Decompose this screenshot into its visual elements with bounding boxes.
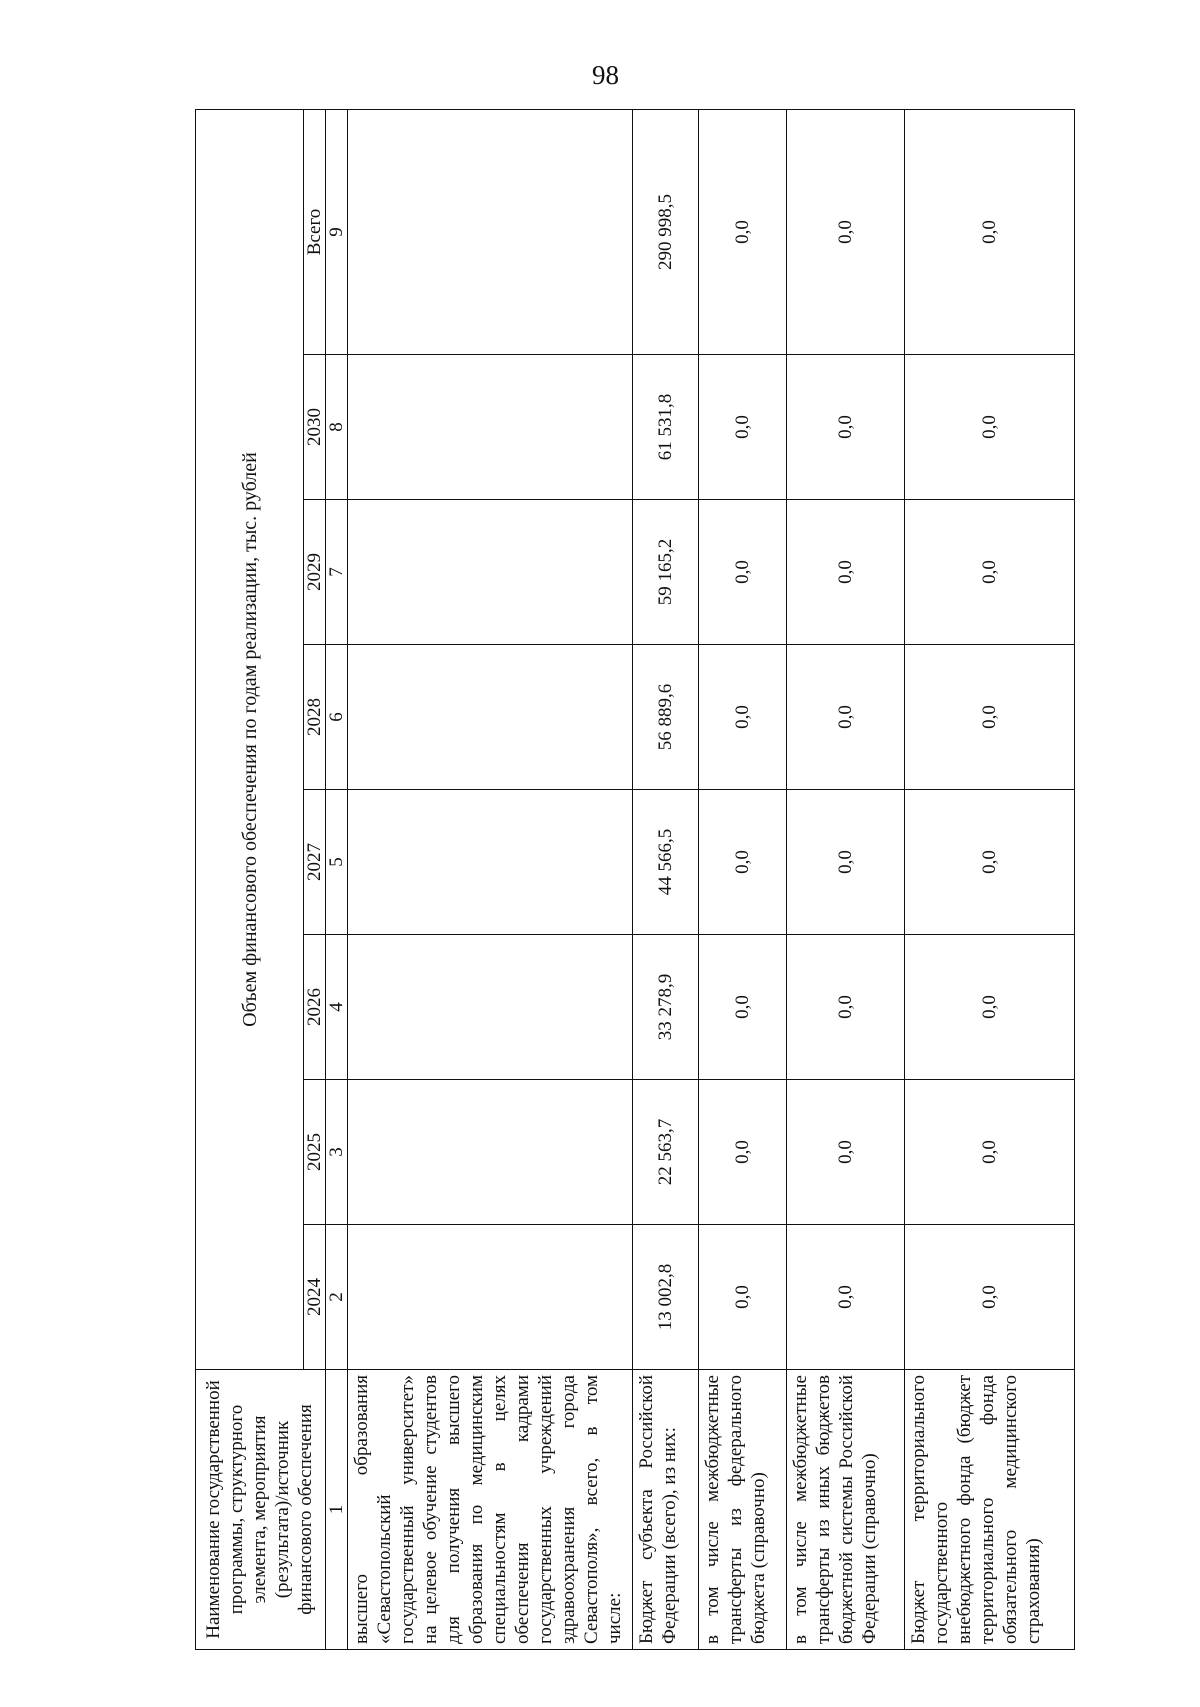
year-2027: 2027 [304,790,326,935]
row-value: 0,0 [787,645,905,790]
row-value: 13 002,8 [633,1225,699,1370]
table-row [348,109,633,1649]
column-number: 6 [326,645,348,790]
row-value [348,355,633,500]
row-value [348,109,633,354]
year-2025: 2025 [304,1080,326,1225]
row-value: 290 998,5 [633,109,699,354]
row-value: 0,0 [699,935,787,1080]
row-value: 0,0 [905,1080,1075,1225]
year-2029: 2029 [304,500,326,645]
row-value: 56 889,6 [633,645,699,790]
year-2024: 2024 [304,1225,326,1370]
row-value: 0,0 [787,790,905,935]
row-value: 0,0 [905,109,1075,354]
row-value: 0,0 [787,355,905,500]
row-value: 0,0 [699,790,787,935]
row-value: 0,0 [905,645,1075,790]
row-name: Бюджет субъекта Российской Федерации (всего), из них: [633,1370,699,1650]
row-value [348,1225,633,1370]
row-value [348,500,633,645]
row-value: 59 165,2 [633,500,699,645]
row-value [348,645,633,790]
financing-table-wrapper [195,110,1075,1650]
table-row [699,109,787,1649]
row-name: Бюджет территориального государственного внебюджетного фонда (бюджет территориального фонда обязательного медицинского страхования) [905,1370,1075,1650]
column-number: 9 [326,109,348,354]
row-value: 0,0 [905,500,1075,645]
column-number: 1 [326,1370,348,1650]
row-value [348,790,633,935]
column-number: 7 [326,500,348,645]
column-numbers-row [326,109,348,1649]
column-number: 4 [326,935,348,1080]
row-value: 0,0 [787,109,905,354]
column-number: 2 [326,1225,348,1370]
row-value: 0,0 [699,1225,787,1370]
row-name: высшего образования «Севастопольский государственный университет» на целевое обучение студентов для получения высшего образования по медицинским специальностям в целях обеспечения кадрами государственных учреждений здравоохранения города Севастополя», всего, в том числе: [348,1370,633,1650]
column-number: 8 [326,355,348,500]
year-2030: 2030 [304,355,326,500]
table-row [905,109,1075,1649]
row-value: 0,0 [787,1225,905,1370]
row-value: 0,0 [699,645,787,790]
year-2028: 2028 [304,645,326,790]
row-value [348,1080,633,1225]
page-number: 98 [592,60,619,90]
year-total: Всего [304,109,326,354]
row-value: 0,0 [905,790,1075,935]
year-2026: 2026 [304,935,326,1080]
financing-table [195,109,1075,1650]
row-value: 22 563,7 [633,1080,699,1225]
row-name: в том числе межбюджетные трансферты из федерального бюджета (справочно) [699,1370,787,1650]
column-number: 5 [326,790,348,935]
column-number: 3 [326,1080,348,1225]
row-value: 0,0 [699,109,787,354]
row-value: 0,0 [699,355,787,500]
table-row [633,109,699,1649]
row-value: 0,0 [699,500,787,645]
table-row [787,109,905,1649]
row-value: 0,0 [699,1080,787,1225]
row-value: 61 531,8 [633,355,699,500]
row-value: 44 566,5 [633,790,699,935]
header-row [196,109,304,1649]
row-name: в том числе межбюджетные трансферты из иных бюджетов бюджетной системы Российской Федерации (справочно) [787,1370,905,1650]
row-value: 0,0 [905,1225,1075,1370]
row-value: 0,0 [787,500,905,645]
row-value [348,935,633,1080]
header-name-cell: Наименование государственной программы, структурного элемента, мероприятия (результата)/источник финансового обеспечения [196,1370,326,1650]
row-value: 0,0 [787,1080,905,1225]
row-value: 0,0 [787,935,905,1080]
row-value: 33 278,9 [633,935,699,1080]
header-volume-cell: Объем финансового обеспечения по годам реализации, тыс. рублей [196,109,304,1369]
row-value: 0,0 [905,935,1075,1080]
row-value: 0,0 [905,355,1075,500]
